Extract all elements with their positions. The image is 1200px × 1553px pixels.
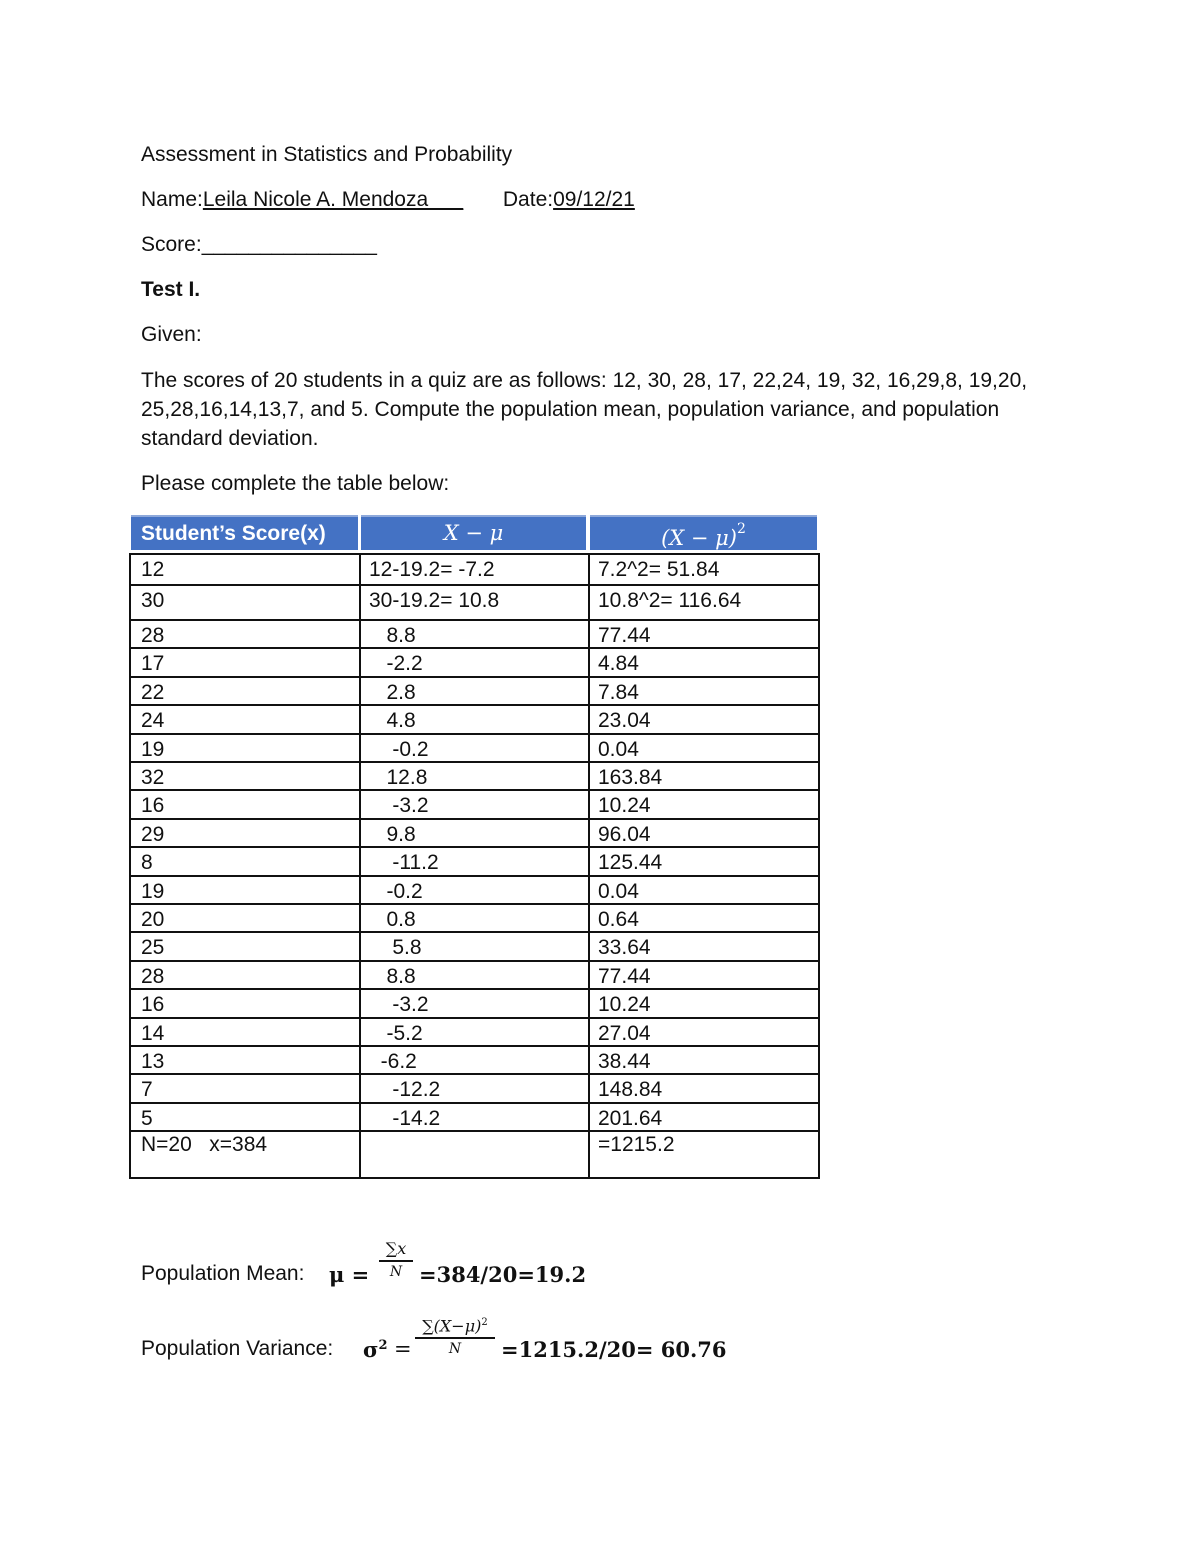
date-label: Date: (502, 188, 554, 211)
header-student-score: Student’s Score(x) (131, 515, 358, 550)
table-column-rule (359, 553, 361, 1179)
deviation-cell: -11.2 (369, 851, 439, 874)
deviation-cell: 2.8 (369, 681, 416, 704)
score-blank: _______________ (201, 233, 377, 256)
deviation-cell: -0.2 (369, 880, 423, 903)
header-squared-deviation-text: (X − μ) (661, 526, 737, 550)
table-rule (129, 818, 820, 820)
scores-table (129, 513, 820, 1179)
name-date-line (141, 186, 635, 214)
score-cell: 7 (141, 1078, 153, 1101)
mean-numerator: ∑x (385, 1239, 407, 1258)
squared-deviation-cell: 163.84 (598, 766, 663, 789)
deviation-cell: 8.8 (369, 965, 416, 988)
table-rule (129, 903, 820, 905)
deviation-cell: 12-19.2= -7.2 (369, 558, 495, 581)
header-squared-exponent: 2 (737, 521, 746, 537)
table-rule (129, 1073, 820, 1075)
name-value: Leila Nicole A. Mendoza___ (202, 188, 464, 211)
table-rule (129, 676, 820, 678)
table-column-rule (129, 553, 131, 1179)
totals-n-x-cell: N=20 x=384 (141, 1133, 268, 1156)
score-cell: 20 (141, 908, 165, 931)
score-cell: 28 (141, 624, 165, 647)
squared-deviation-cell: 7.2^2= 51.84 (598, 558, 720, 581)
squared-deviation-cell: 10.24 (598, 794, 651, 817)
variance-equals: = (394, 1337, 412, 1361)
deviation-cell: -2.2 (369, 652, 423, 675)
table-rule (129, 733, 820, 735)
score-cell: 28 (141, 965, 165, 988)
deviation-cell: 5.8 (369, 936, 422, 959)
given-label: Given: (141, 323, 202, 346)
table-rule (129, 553, 820, 555)
score-cell: 17 (141, 652, 165, 675)
squared-deviation-cell: 0.64 (598, 908, 639, 931)
date-value: 09/12/21 (553, 188, 635, 211)
mean-result: =384/20=19.2 (419, 1262, 587, 1287)
table-rule (129, 846, 820, 848)
score-cell: 25 (141, 936, 165, 959)
squared-deviation-cell: 77.44 (598, 624, 651, 647)
mean-symbol: μ = (329, 1262, 370, 1287)
deviation-cell: -0.2 (369, 738, 429, 761)
variance-sigma: σ (363, 1337, 379, 1362)
table-rule (129, 647, 820, 649)
table-rule (129, 931, 820, 933)
score-cell: 19 (141, 880, 165, 903)
test-heading: Test I. (141, 278, 201, 301)
squared-deviation-cell: 0.04 (598, 738, 639, 761)
squared-deviation-cell: 0.04 (598, 880, 639, 903)
table-column-rule (588, 553, 590, 1179)
squared-deviation-cell: 10.8^2= 116.64 (598, 589, 742, 612)
fraction-bar (415, 1337, 495, 1339)
squared-deviation-cell: 148.84 (598, 1078, 663, 1101)
deviation-cell: 4.8 (369, 709, 416, 732)
deviation-cell: 8.8 (369, 624, 416, 647)
variance-numerator-exponent: 2 (481, 1317, 488, 1328)
mean-denominator: N (389, 1264, 403, 1280)
variance-numerator (415, 1314, 495, 1335)
score-cell: 16 (141, 794, 165, 817)
squared-deviation-cell: 4.84 (598, 652, 639, 675)
table-rule (129, 988, 820, 990)
squared-deviation-cell: 33.64 (598, 936, 651, 959)
table-column-rule (818, 553, 820, 1179)
squared-deviation-cell: 27.04 (598, 1022, 651, 1045)
score-cell: 5 (141, 1107, 153, 1130)
score-cell: 8 (141, 851, 153, 874)
deviation-cell: 12.8 (369, 766, 428, 789)
problem-text: The scores of 20 students in a quiz are as follows: 12, 30, 28, 17, 22,24, 19, 32, 16,29,8, 19,20, 25,28,16,14,13,7, and 5. Compute the population mean, population variance, and population standard deviation. (141, 369, 1028, 450)
score-cell: 22 (141, 681, 165, 704)
squared-deviation-cell: 38.44 (598, 1050, 651, 1073)
score-cell: 30 (141, 589, 165, 612)
table-rule (129, 761, 820, 763)
header-squared-deviation (590, 515, 817, 550)
variance-fraction (415, 1314, 495, 1357)
squared-deviation-cell: 96.04 (598, 823, 651, 846)
name-label: Name: (141, 188, 203, 211)
variance-symbol (363, 1337, 388, 1362)
score-cell: 16 (141, 993, 165, 1016)
table-rule (129, 875, 820, 877)
fraction-bar (379, 1260, 413, 1262)
mean-fraction (379, 1240, 413, 1280)
document-title: Assessment in Statistics and Probability (141, 143, 513, 166)
table-rule (129, 1045, 820, 1047)
table-rule (129, 1102, 820, 1104)
table-rule (129, 584, 820, 586)
score-cell: 14 (141, 1022, 165, 1045)
table-rule (129, 789, 820, 791)
deviation-cell: -14.2 (369, 1107, 441, 1130)
score-cell: 32 (141, 766, 165, 789)
deviation-cell: -3.2 (369, 993, 429, 1016)
squared-deviation-cell: 7.84 (598, 681, 639, 704)
squared-deviation-cell: 201.64 (598, 1107, 663, 1130)
variance-result: =1215.2/20= 60.76 (501, 1337, 727, 1362)
variance-label: Population Variance: (141, 1337, 334, 1360)
deviation-cell: -6.2 (369, 1050, 417, 1073)
table-rule (129, 1177, 820, 1179)
score-cell: 12 (141, 558, 165, 581)
squared-deviation-cell: 10.24 (598, 993, 651, 1016)
squared-deviation-cell: 125.44 (598, 851, 663, 874)
score-cell: 24 (141, 709, 165, 732)
mean-label: Population Mean: (141, 1262, 305, 1285)
squared-deviation-cell: 77.44 (598, 965, 651, 988)
deviation-cell: 30-19.2= 10.8 (369, 589, 500, 612)
table-rule (129, 619, 820, 621)
table-instruction: Please complete the table below: (141, 472, 450, 495)
deviation-cell: -12.2 (369, 1078, 441, 1101)
deviation-cell: 9.8 (369, 823, 416, 846)
score-line (141, 231, 377, 259)
deviation-cell: 0.8 (369, 908, 416, 931)
header-deviation: X − μ (361, 515, 586, 550)
table-rule (129, 1017, 820, 1019)
score-cell: 19 (141, 738, 165, 761)
variance-exponent: 2 (378, 1338, 388, 1353)
table-rule (129, 704, 820, 706)
variance-numerator-text: ∑(X−μ) (422, 1316, 482, 1336)
table-rule (129, 960, 820, 962)
squared-deviation-cell: 23.04 (598, 709, 651, 732)
score-cell: 13 (141, 1050, 165, 1073)
deviation-cell: -3.2 (369, 794, 429, 817)
deviation-cell: -5.2 (369, 1022, 423, 1045)
totals-sum-cell: =1215.2 (598, 1133, 675, 1156)
variance-denominator: N (448, 1341, 462, 1358)
score-cell: 29 (141, 823, 165, 846)
score-label: Score: (141, 233, 202, 256)
